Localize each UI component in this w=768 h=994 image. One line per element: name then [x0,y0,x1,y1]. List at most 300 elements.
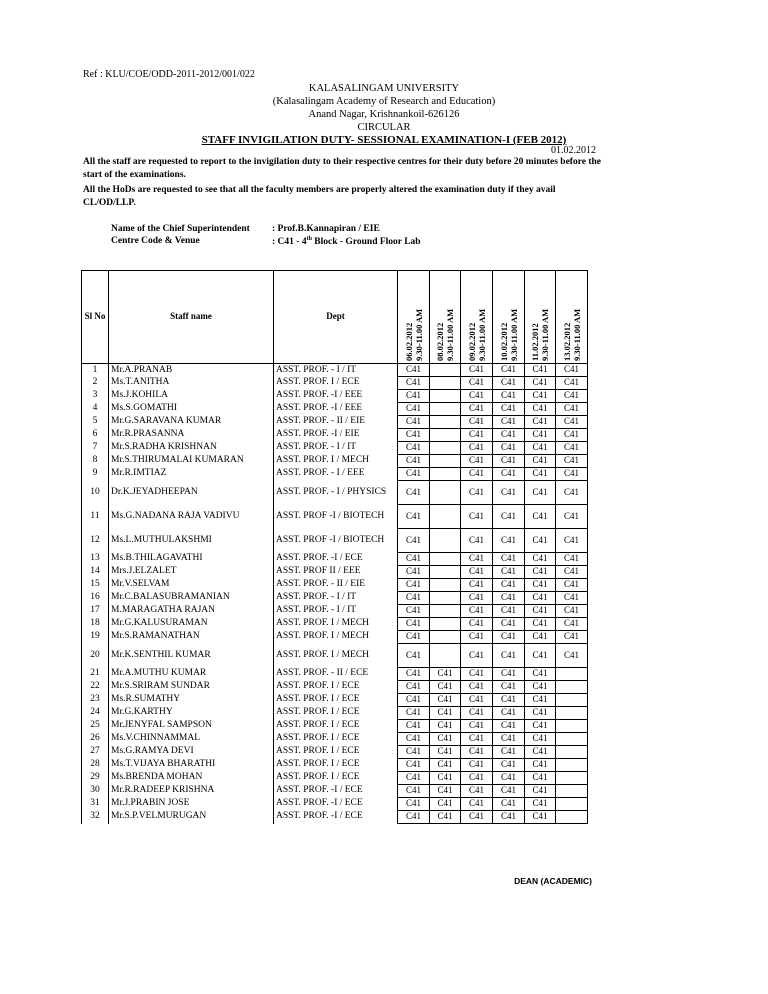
dept-cell: ASST. PROF. I / MECH [274,618,398,631]
table-row [82,644,588,668]
centre-code-cell: C41 [493,644,525,668]
centre-code-cell [556,798,588,811]
sl-no-cell: 3 [82,390,109,403]
sl-no-cell: 10 [82,481,109,505]
staff-name-cell: Mrs.J.ELZALET [109,566,274,579]
centre-code-cell: C41 [556,390,588,403]
centre-code-cell: C41 [398,592,430,605]
table-row [82,733,588,746]
dept-cell: ASST. PROF. -I / ECE [274,811,398,824]
centre-code-cell [430,481,461,505]
centre-code-cell [556,707,588,720]
centre-code-cell: C41 [525,529,556,553]
centre-code-cell: C41 [398,681,430,694]
centre-code-cell: C41 [525,442,556,455]
circular-title: STAFF INVIGILATION DUTY- SESSIONAL EXAMINATION-I (FEB 2012) [201,134,567,146]
centre-code-cell: C41 [525,785,556,798]
centre-code-cell: C41 [525,772,556,785]
centre-code-cell: C41 [398,390,430,403]
centre-code-cell [430,592,461,605]
staff-name-cell: Mr.JENYFAL SAMPSON [109,720,274,733]
centre-code-cell [430,429,461,442]
centre-code-cell: C41 [398,694,430,707]
staff-name-cell: Dr.K.JEYADHEEPAN [109,481,274,505]
centre-code-cell [430,618,461,631]
centre-code-cell: C41 [461,579,493,592]
dept-cell: ASST. PROF II / EEE [274,566,398,579]
centre-code-cell: C41 [461,618,493,631]
centre-code-cell: C41 [493,592,525,605]
centre-code-cell: C41 [461,364,493,377]
invigilation-table [81,270,588,824]
centre-code-cell: C41 [461,553,493,566]
sl-no-cell: 15 [82,579,109,592]
centre-code-cell: C41 [525,707,556,720]
centre-code-cell [430,416,461,429]
staff-name-cell: Mr.V.SELVAM [109,579,274,592]
centre-code-cell: C41 [430,785,461,798]
sl-no-cell: 2 [82,377,109,390]
centre-code-cell: C41 [493,442,525,455]
centre-code-cell: C41 [493,605,525,618]
staff-name-cell: Mr.G.KALUSURAMAN [109,618,274,631]
centre-code-cell: C41 [398,481,430,505]
centre-code-cell: C41 [493,694,525,707]
centre-code-cell: C41 [398,579,430,592]
staff-name-cell: Mr.R.PRASANNA [109,429,274,442]
sl-no-cell: 6 [82,429,109,442]
sl-no-cell: 24 [82,707,109,720]
centre-code-cell: C41 [461,759,493,772]
centre-code-cell: C41 [556,416,588,429]
centre-code-cell [556,681,588,694]
dept-cell: ASST. PROF. I / ECE [274,377,398,390]
dept-cell: ASST. PROF. I / MECH [274,644,398,668]
sl-no-cell: 23 [82,694,109,707]
table-row [82,529,588,553]
staff-name-cell: Ms.T.ANITHA [109,377,274,390]
centre-code-cell: C41 [556,429,588,442]
table-row [82,720,588,733]
centre-code-cell: C41 [461,468,493,481]
table-row [82,364,588,377]
centre-code-cell: C41 [461,746,493,759]
centre-code-cell: C41 [461,720,493,733]
centre-code-cell: C41 [493,811,525,824]
centre-code-cell: C41 [556,605,588,618]
centre-code-cell: C41 [398,798,430,811]
centre-code-cell: C41 [398,733,430,746]
centre-code-cell: C41 [398,566,430,579]
centre-code-cell: C41 [525,455,556,468]
table-row [82,618,588,631]
table-row [82,455,588,468]
centre-code-cell: C41 [493,377,525,390]
centre-code-cell: C41 [430,772,461,785]
centre-code-cell: C41 [525,579,556,592]
sl-no-cell: 12 [82,529,109,553]
centre-code-cell: C41 [461,707,493,720]
centre-code-cell: C41 [461,505,493,529]
centre-code-cell: C41 [493,403,525,416]
header-date-3: 09.02.2012 9.30-11.00 AM [461,271,493,364]
instruction-paragraph-1: All the staff are requested to report to the invigilation duty to their respective centres for their duty before 20 minutes before the start of the examinations. [83,157,602,180]
centre-code-cell: C41 [525,364,556,377]
table-row [82,759,588,772]
centre-code-cell [430,442,461,455]
sl-no-cell: 9 [82,468,109,481]
address: Anand Nagar, Krishnankoil-626126 [308,109,460,120]
centre-code-cell [430,364,461,377]
centre-code-cell: C41 [430,694,461,707]
centre-code-cell: C41 [525,811,556,824]
centre-code-cell: C41 [525,390,556,403]
centre-code-cell: C41 [525,798,556,811]
centre-code-cell: C41 [398,759,430,772]
centre-code-cell: C41 [493,785,525,798]
centre-code-cell [430,505,461,529]
table-row [82,811,588,824]
staff-name-cell: Mr.R.IMTIAZ [109,468,274,481]
centre-code-cell: C41 [525,631,556,644]
centre-code-cell: C41 [430,798,461,811]
centre-code-cell: C41 [461,429,493,442]
table-row [82,592,588,605]
centre-code-cell: C41 [493,505,525,529]
table-row [82,377,588,390]
staff-name-cell: Mr.C.BALASUBRAMANIAN [109,592,274,605]
centre-code-cell: C41 [525,746,556,759]
centre-code-cell [430,390,461,403]
dept-cell: ASST. PROF. - II / ECE [274,668,398,681]
sl-no-cell: 26 [82,733,109,746]
table-row [82,707,588,720]
centre-code-cell [556,811,588,824]
centre-code-cell [430,529,461,553]
centre-code-cell: C41 [493,759,525,772]
centre-code-cell [430,566,461,579]
university-name: KALASALINGAM UNIVERSITY [308,83,460,94]
centre-code-cell: C41 [398,377,430,390]
centre-code-cell [430,631,461,644]
staff-name-cell: Ms.BRENDA MOHAN [109,772,274,785]
header-row [82,271,588,364]
dept-cell: ASST. PROF. -I / EIE [274,429,398,442]
centre-code-cell: C41 [525,694,556,707]
centre-code-cell: C41 [461,442,493,455]
centre-code-cell: C41 [525,618,556,631]
dept-cell: ASST. PROF. I / MECH [274,631,398,644]
centre-code-cell: C41 [461,481,493,505]
centre-code-cell: C41 [525,733,556,746]
dept-cell: ASST. PROF. - I / EEE [274,468,398,481]
staff-name-cell: Ms.S.GOMATHI [109,403,274,416]
table-row [82,668,588,681]
centre-code-cell [430,403,461,416]
table-row [82,429,588,442]
centre-code-cell: C41 [430,759,461,772]
sl-no-cell: 22 [82,681,109,694]
centre-code-cell: C41 [525,644,556,668]
centre-code-cell: C41 [430,668,461,681]
centre-code-cell: C41 [493,618,525,631]
centre-code-cell: C41 [430,733,461,746]
centre-code-cell: C41 [493,468,525,481]
header-date-5: 11.02.2012 9.30-11.00 AM [525,271,556,364]
header-date-6: 13.02.2012 9.30-11.00 AM [556,271,588,364]
centre-code-cell: C41 [398,553,430,566]
staff-name-cell: Ms.T.VIJAYA BHARATHI [109,759,274,772]
centre-code-cell: C41 [525,403,556,416]
staff-name-cell: Mr.S.SRIRAM SUNDAR [109,681,274,694]
staff-name-cell: Ms.V.CHINNAMMAL [109,733,274,746]
centre-code-cell: C41 [525,553,556,566]
centre-code-cell: C41 [430,707,461,720]
centre-code-cell: C41 [493,746,525,759]
staff-name-cell: Mr.G.KARTHY [109,707,274,720]
sl-no-cell: 1 [82,364,109,377]
header-date-4: 10.02.2012 9.30-11.00 AM [493,271,525,364]
dept-cell: ASST. PROF. I / ECE [274,681,398,694]
sl-no-cell: 5 [82,416,109,429]
sl-no-cell: 20 [82,644,109,668]
signature-dean: DEAN (ACADEMIC) [514,876,592,886]
centre-code-cell: C41 [493,455,525,468]
centre-code-cell: C41 [398,468,430,481]
centre-code-cell: C41 [556,455,588,468]
centre-code-cell [430,468,461,481]
staff-name-cell: Ms.B.THILAGAVATHI [109,553,274,566]
staff-name-cell: Mr.S.RAMANATHAN [109,631,274,644]
sl-no-cell: 31 [82,798,109,811]
centre-code-cell: C41 [398,772,430,785]
sl-no-cell: 19 [82,631,109,644]
centre-code-cell: C41 [461,798,493,811]
centre-code-cell: C41 [461,403,493,416]
staff-name-cell: Mr.K.SENTHIL KUMAR [109,644,274,668]
centre-code-cell: C41 [398,631,430,644]
centre-code-cell: C41 [398,618,430,631]
circular-label: CIRCULAR [357,122,411,133]
dept-cell: ASST. PROF. I / ECE [274,733,398,746]
table-body [82,364,588,824]
centre-code-cell: C41 [493,390,525,403]
centre-code-cell [556,694,588,707]
centre-code-cell: C41 [398,416,430,429]
table-row [82,403,588,416]
centre-code-cell [556,733,588,746]
centre-code-cell: C41 [525,429,556,442]
sl-no-cell: 13 [82,553,109,566]
centre-code-cell: C41 [493,668,525,681]
header-date-2: 08.02.2012 9.30-11.00 AM [430,271,461,364]
centre-code-cell: C41 [525,681,556,694]
staff-name-cell: Mr.G.SARAVANA KUMAR [109,416,274,429]
centre-code-cell: C41 [461,390,493,403]
staff-name-cell: Ms.L.MUTHULAKSHMI [109,529,274,553]
instruction-paragraph-2: All the HoDs are requested to see that all the faculty members are properly altered the examination duty if they avail CL/OD/LLP. [83,185,556,208]
dept-cell: ASST. PROF. - I / IT [274,364,398,377]
centre-code-cell: C41 [461,785,493,798]
chief-superintendent-value: : Prof.B.Kannapiran / EIE [272,224,380,234]
staff-name-cell: Mr.J.PRABIN JOSE [109,798,274,811]
staff-name-cell: Ms.G.RAMYA DEVI [109,746,274,759]
centre-code-cell: C41 [461,644,493,668]
sl-no-cell: 7 [82,442,109,455]
academy-name: (Kalasalingam Academy of Research and Education) [272,96,496,107]
centre-code-cell: C41 [398,644,430,668]
sl-no-cell: 30 [82,785,109,798]
centre-code-cell: C41 [556,592,588,605]
centre-code-cell: C41 [398,505,430,529]
centre-code-cell: C41 [493,733,525,746]
table-row [82,390,588,403]
dept-cell: ASST. PROF. I / ECE [274,720,398,733]
table-row [82,468,588,481]
centre-code-cell: C41 [430,746,461,759]
centre-code-cell [556,785,588,798]
sl-no-cell: 21 [82,668,109,681]
dept-cell: ASST. PROF. - II / EIE [274,416,398,429]
centre-code-cell: C41 [493,553,525,566]
centre-code-cell: C41 [493,707,525,720]
centre-code-cell: C41 [556,553,588,566]
chief-superintendent-label: Name of the Chief Superintendent [111,224,250,234]
centre-code-cell: C41 [398,785,430,798]
centre-code-cell: C41 [525,416,556,429]
centre-code-cell: C41 [556,505,588,529]
centre-code-cell: C41 [398,746,430,759]
centre-value: : C41 - 4th Block - Ground Floor Lab [272,236,421,248]
dept-cell: ASST. PROF. -I / ECE [274,798,398,811]
centre-code-cell: C41 [461,631,493,644]
centre-code-cell: C41 [461,694,493,707]
sl-no-cell: 14 [82,566,109,579]
centre-code-cell: C41 [430,720,461,733]
centre-code-cell: C41 [556,618,588,631]
centre-code-cell: C41 [398,364,430,377]
centre-code-cell: C41 [398,429,430,442]
dept-cell: ASST. PROF. - II / EIE [274,579,398,592]
dept-cell: ASST. PROF. - I / PHYSICS [274,481,398,505]
table-row [82,605,588,618]
centre-code-cell: C41 [525,668,556,681]
centre-code-cell: C41 [493,720,525,733]
centre-code-cell: C41 [556,468,588,481]
table-row [82,481,588,505]
dept-cell: ASST. PROF. I / ECE [274,707,398,720]
reference-number: Ref : KLU/COE/ODD-2011-2012/001/022 [83,69,255,80]
staff-name-cell: Mr.S.P.VELMURUGAN [109,811,274,824]
centre-code-cell: C41 [556,566,588,579]
centre-code-cell: C41 [461,733,493,746]
centre-code-cell: C41 [398,707,430,720]
table-row [82,442,588,455]
centre-code-cell: C41 [493,631,525,644]
sl-no-cell: 29 [82,772,109,785]
dept-cell: ASST. PROF. I / MECH [274,455,398,468]
dept-cell: ASST. PROF. -I / ECE [274,553,398,566]
staff-name-cell: Ms.G.NADANA RAJA VADIVU [109,505,274,529]
centre-code-cell: C41 [525,481,556,505]
sl-no-cell: 32 [82,811,109,824]
centre-code-cell [556,668,588,681]
centre-code-cell: C41 [525,566,556,579]
staff-name-cell: Ms.J.KOHILA [109,390,274,403]
staff-name-cell: Ms.R.SUMATHY [109,694,274,707]
centre-code-cell: C41 [556,403,588,416]
staff-name-cell: Mr.S.RADHA KRISHNAN [109,442,274,455]
sl-no-cell: 18 [82,618,109,631]
centre-code-cell: C41 [430,811,461,824]
table-row [82,416,588,429]
centre-code-cell: C41 [493,416,525,429]
centre-code-cell [430,377,461,390]
centre-code-cell: C41 [556,377,588,390]
table-row [82,505,588,529]
sl-no-cell: 8 [82,455,109,468]
dept-cell: ASST. PROF. - I / IT [274,605,398,618]
dept-cell: ASST. PROF. I / ECE [274,694,398,707]
centre-code-cell: C41 [556,631,588,644]
staff-name-cell: Mr.A.PRANAB [109,364,274,377]
centre-code-cell: C41 [493,681,525,694]
centre-code-cell: C41 [461,416,493,429]
staff-name-cell: Mr.R.RADEEP KRISHNA [109,785,274,798]
dept-cell: ASST. PROF. -I / ECE [274,785,398,798]
table-row [82,631,588,644]
centre-code-cell: C41 [525,720,556,733]
centre-code-cell: C41 [398,455,430,468]
centre-code-cell: C41 [398,811,430,824]
centre-code-cell: C41 [493,772,525,785]
centre-code-cell: C41 [461,605,493,618]
centre-code-cell [430,579,461,592]
table-row [82,785,588,798]
centre-code-cell: C41 [493,579,525,592]
centre-code-cell [430,553,461,566]
table-row [82,694,588,707]
centre-code-cell: C41 [493,429,525,442]
dept-cell: ASST. PROF. - I / IT [274,592,398,605]
sl-no-cell: 16 [82,592,109,605]
centre-code-cell: C41 [525,468,556,481]
dept-cell: ASST. PROF. I / ECE [274,759,398,772]
centre-code-cell: C41 [556,481,588,505]
centre-code-cell: C41 [398,529,430,553]
header-staff-name: Staff name [109,271,274,364]
sl-no-cell: 25 [82,720,109,733]
staff-name-cell: M.MARAGATHA RAJAN [109,605,274,618]
centre-code-cell: C41 [461,668,493,681]
sl-no-cell: 4 [82,403,109,416]
centre-label: Centre Code & Venue [111,236,200,246]
dept-cell: ASST. PROF -I / BIOTECH [274,505,398,529]
centre-code-cell: C41 [556,644,588,668]
centre-code-cell: C41 [461,529,493,553]
staff-name-cell: Mr.A.MUTHU KUMAR [109,668,274,681]
centre-code-cell: C41 [525,377,556,390]
centre-code-cell: C41 [461,592,493,605]
centre-code-cell: C41 [525,759,556,772]
centre-code-cell: C41 [525,592,556,605]
centre-code-cell: C41 [398,442,430,455]
centre-code-cell: C41 [556,364,588,377]
centre-code-cell [556,720,588,733]
table-row [82,798,588,811]
centre-code-cell: C41 [556,442,588,455]
centre-code-cell [556,772,588,785]
